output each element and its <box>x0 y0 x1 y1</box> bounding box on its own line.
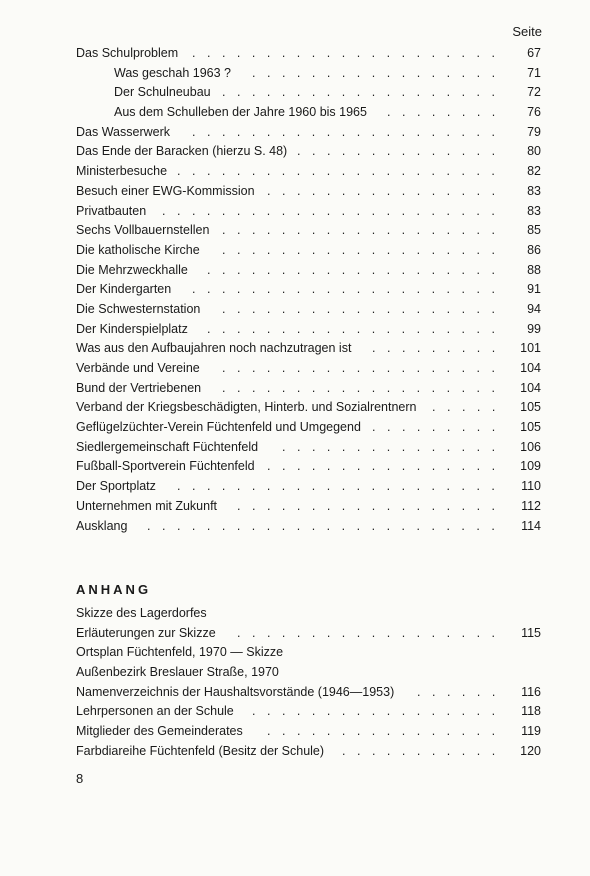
toc-entry-title: Verbände und Vereine <box>76 361 200 375</box>
leader-dots: ................... <box>222 301 507 316</box>
toc-entry-title: Unternehmen mit Zukunft <box>76 498 218 513</box>
toc-entry <box>76 604 541 624</box>
toc-entry-title: Mitglieder des Gemeinderates <box>76 724 243 739</box>
toc-entry-page: 118 <box>521 704 541 719</box>
toc-entry <box>76 261 541 281</box>
leader-dots: .................... <box>207 262 507 277</box>
toc-entry-title: Das Ende der Baracken (hierzu S. 48) <box>76 144 288 159</box>
toc-entry-page: 72 <box>527 85 541 100</box>
toc-entry-page: 99 <box>527 321 541 336</box>
toc-entry-title: Das Schulproblem <box>76 46 179 60</box>
toc-entry <box>76 241 541 261</box>
leader-dots: ........................ <box>147 518 507 533</box>
toc-entry-page: 88 <box>527 262 541 277</box>
leader-dots: ................. <box>252 65 507 80</box>
toc-entry-title: Was aus den Aufbaujahren noch nachzutragen ist <box>76 341 352 356</box>
toc-entry <box>76 663 541 683</box>
toc-entry-title: Ministerbesuche <box>76 164 168 179</box>
toc-entry <box>76 359 541 379</box>
toc-entry <box>76 742 541 762</box>
leader-dots: ................ <box>267 459 507 474</box>
toc-entry <box>76 702 541 722</box>
toc-entry <box>76 477 541 497</box>
toc-entry-title: Was geschah 1963 ? <box>114 65 231 80</box>
toc-entry <box>76 142 541 162</box>
leader-dots: ................ <box>267 724 507 739</box>
toc-entry <box>76 722 541 742</box>
toc-entry-title: Der Kindergarten <box>76 282 172 297</box>
toc-entry <box>76 320 541 340</box>
toc-entry-title: Ausklang <box>76 518 128 533</box>
toc-entry-title: Aus dem Schulleben der Jahre 1960 bis 1965 <box>114 105 367 120</box>
toc-entry <box>76 83 541 103</box>
leader-dots: .................... <box>207 321 507 336</box>
leader-dots: ................... <box>222 380 507 395</box>
toc-entry-page: 94 <box>527 301 541 316</box>
toc-entry-page: 104 <box>520 380 541 395</box>
toc-entry-title: Erläuterungen zur Skizze <box>76 625 216 640</box>
toc-entry-page: 105 <box>520 400 541 415</box>
toc-entry-title: Der Sportplatz <box>76 479 156 494</box>
toc-entry-title: Bund der Vertriebenen <box>76 380 202 395</box>
toc-entry <box>76 162 541 182</box>
toc-entry-page: 116 <box>521 684 541 699</box>
page-number: 8 <box>76 771 84 786</box>
toc-entry <box>76 221 541 241</box>
toc-entry <box>76 517 541 537</box>
toc-entry-title: Skizze des Lagerdorfes <box>76 606 207 620</box>
toc-entry <box>76 398 541 418</box>
leader-dots: ................... <box>222 85 507 100</box>
toc-entry-title: Lehrpersonen an der Schule <box>76 704 234 719</box>
toc-entry-page: 114 <box>521 518 541 533</box>
toc-entry-page: 109 <box>520 459 541 474</box>
leader-dots: ................... <box>222 223 507 238</box>
toc-entry-page: 79 <box>527 124 541 139</box>
toc-entry <box>76 418 541 438</box>
toc-entry-page: 86 <box>527 242 541 257</box>
toc-entry-title: Außenbezirk Breslauer Straße, 1970 <box>76 665 279 680</box>
leader-dots: ..................... <box>192 46 507 60</box>
toc-entry <box>76 300 541 320</box>
toc-entry <box>76 379 541 399</box>
toc-entry-page: 82 <box>527 164 541 179</box>
toc-entry <box>76 44 541 64</box>
leader-dots: ................... <box>222 242 507 257</box>
toc-entry <box>76 643 541 663</box>
toc-entry <box>76 123 541 143</box>
toc-entry <box>76 683 541 703</box>
toc-entry-page: 104 <box>520 361 541 375</box>
toc-entry-page: 83 <box>527 203 541 218</box>
toc-entry-page: 120 <box>520 743 541 758</box>
leader-dots: ...... <box>417 684 507 699</box>
leader-dots: ......... <box>372 420 507 435</box>
toc-entry <box>76 339 541 359</box>
toc-entry-title: Fußball-Sportverein Füchtenfeld <box>76 459 255 474</box>
leader-dots: .............. <box>297 144 507 159</box>
leader-dots: ................ <box>267 183 507 198</box>
toc-entry-page: 71 <box>527 65 541 80</box>
leader-dots: ..................... <box>192 282 507 297</box>
toc-entry <box>76 202 541 222</box>
leader-dots: ................... <box>222 361 507 375</box>
toc-entry-page: 110 <box>521 479 541 494</box>
toc-entry-page: 76 <box>527 105 541 120</box>
toc-entry-title: Verband der Kriegsbeschädigten, Hinterb. und Sozialrentnern <box>76 400 417 415</box>
toc-entry-title: Der Schulneubau <box>114 85 211 100</box>
leader-dots: ...................... <box>177 164 507 179</box>
toc-entry-page: 85 <box>527 223 541 238</box>
toc-entry <box>76 624 541 644</box>
anhang-heading: ANHANG <box>76 582 152 597</box>
leader-dots: ........... <box>342 743 507 758</box>
toc-entry <box>76 280 541 300</box>
leader-dots: ..................... <box>192 124 507 139</box>
toc-entry-page: 106 <box>520 439 541 454</box>
toc-entry-page: 115 <box>521 625 541 640</box>
toc-entry-title: Besuch einer EWG-Kommission <box>76 183 255 198</box>
table-of-contents <box>76 44 541 536</box>
toc-entry <box>76 103 541 123</box>
toc-entry-title: Geflügelzüchter-Verein Füchtenfeld und Umgegend <box>76 420 361 435</box>
toc-entry-title: Der Kinderspielplatz <box>76 321 188 336</box>
appendix-list <box>76 604 541 762</box>
leader-dots: ................. <box>252 704 507 719</box>
toc-entry-page: 67 <box>527 46 541 60</box>
toc-entry-title: Sechs Vollbauernstellen <box>76 223 210 238</box>
leader-dots: ............... <box>282 439 507 454</box>
toc-entry-title: Farbdiareihe Füchtenfeld (Besitz der Schule) <box>76 743 325 758</box>
toc-entry-page: 112 <box>521 498 541 513</box>
toc-entry-title: Siedlergemeinschaft Füchtenfeld <box>76 439 259 454</box>
toc-entry <box>76 457 541 477</box>
leader-dots: ...................... <box>177 479 507 494</box>
leader-dots: ....................... <box>162 203 507 218</box>
leader-dots: ..... <box>432 400 507 415</box>
toc-entry-title: Namenverzeichnis der Haushaltsvorstände (1946—1953) <box>76 684 395 699</box>
toc-entry-page: 83 <box>527 183 541 198</box>
toc-entry-title: Ortsplan Füchtenfeld, 1970 — Skizze <box>76 645 284 660</box>
leader-dots: .................. <box>237 625 507 640</box>
toc-entry-page: 105 <box>520 420 541 435</box>
toc-entry-page: 80 <box>527 144 541 159</box>
page-column-header: Seite <box>512 24 542 39</box>
toc-entry <box>76 64 541 84</box>
toc-entry-title: Das Wasserwerk <box>76 124 170 139</box>
toc-entry <box>76 182 541 202</box>
toc-entry-page: 91 <box>527 282 541 297</box>
leader-dots: ........ <box>387 105 507 120</box>
toc-entry-title: Privatbauten <box>76 203 147 218</box>
toc-entry-title: Die katholische Kirche <box>76 242 200 257</box>
toc-entry-page: 101 <box>520 341 541 356</box>
toc-entry-page: 119 <box>521 724 541 739</box>
leader-dots: .................. <box>237 498 507 513</box>
leader-dots: ......... <box>372 341 507 356</box>
toc-entry <box>76 438 541 458</box>
toc-entry <box>76 497 541 517</box>
toc-entry-title: Die Mehrzweckhalle <box>76 262 188 277</box>
toc-entry-title: Die Schwesternstation <box>76 301 201 316</box>
